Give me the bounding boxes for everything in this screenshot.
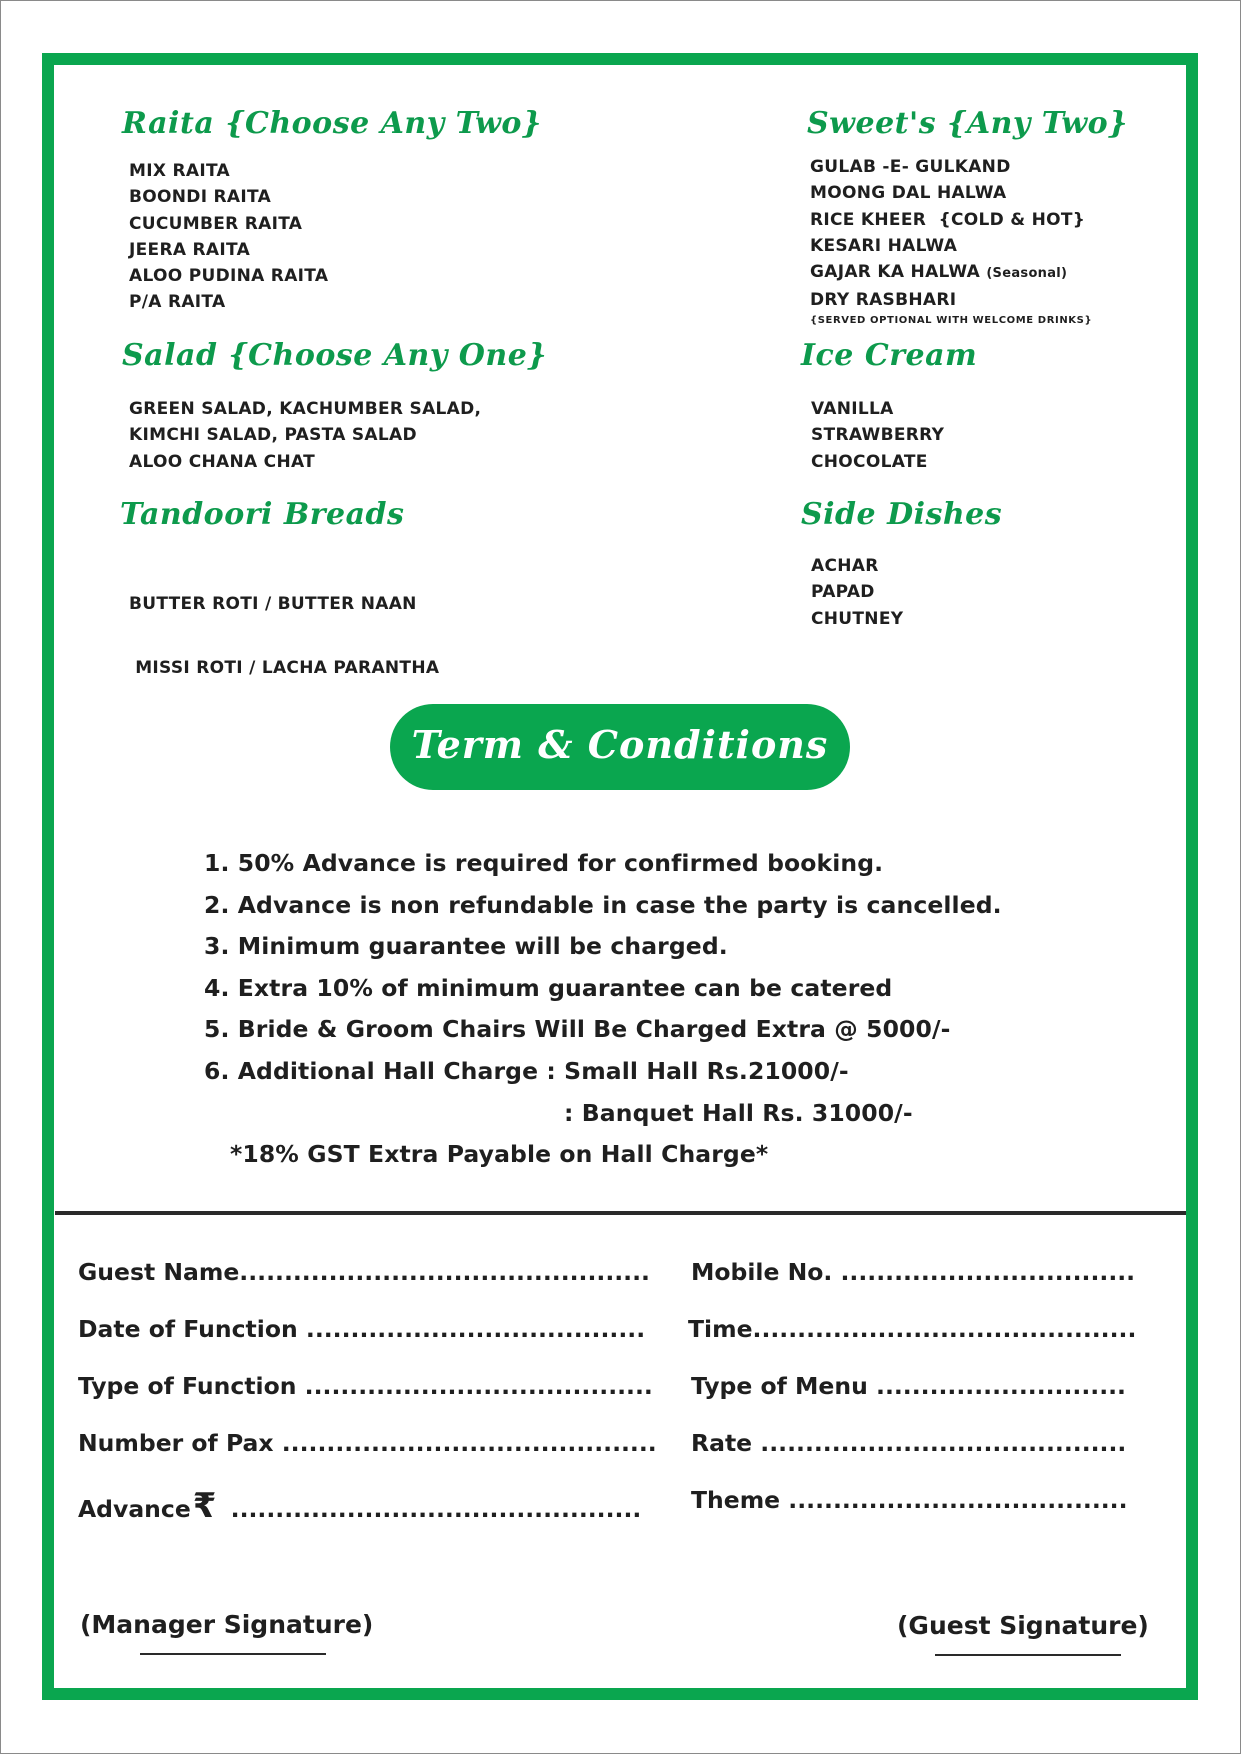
- form-row-type: [78, 1372, 1158, 1400]
- date-of-function-field[interactable]: Date of Function ......................................: [78, 1315, 646, 1343]
- terms-title: Term & Conditions: [411, 722, 829, 767]
- manager-signature-label: (Manager Signature): [80, 1610, 374, 1639]
- sweets-heading: Sweet's {Any Two}: [807, 106, 1128, 141]
- advance-label: Advance: [78, 1495, 191, 1523]
- salad-list: [129, 396, 481, 475]
- terms-list: [204, 843, 1002, 1176]
- list-item: STRAWBERRY: [811, 425, 945, 446]
- sweets-list: [810, 154, 1092, 328]
- theme-field[interactable]: Theme ......................................: [691, 1486, 1128, 1514]
- list-item: BOONDI RAITA: [129, 187, 272, 208]
- advance-field[interactable]: [78, 1486, 642, 1526]
- terms-banner: [390, 704, 850, 790]
- form-row-date: [78, 1315, 1158, 1343]
- list-item: CHOCOLATE: [811, 451, 928, 472]
- side-dishes-list: [811, 553, 903, 632]
- rupee-icon: ₹: [192, 1486, 217, 1526]
- gst-note: *18% GST Extra Payable on Hall Charge*: [230, 1140, 769, 1169]
- type-of-menu-field[interactable]: Type of Menu ............................: [691, 1372, 1126, 1400]
- breads-list: [129, 553, 439, 701]
- form-row-pax: [78, 1429, 1158, 1457]
- list-item: [810, 259, 1092, 287]
- raita-heading: Raita {Choose Any Two}: [122, 106, 542, 141]
- sweets-note: {SERVED OPTIONAL WITH WELCOME DRINKS}: [810, 314, 1093, 326]
- list-item: GULAB -E- GULKAND: [810, 157, 1011, 177]
- list-item: CUCUMBER RAITA: [129, 213, 303, 234]
- term-item: 4. Extra 10% of minimum guarantee can be catered: [204, 973, 893, 1002]
- seasonal-tag: (Seasonal): [986, 266, 1068, 282]
- guest-signature-line[interactable]: [935, 1654, 1121, 1656]
- list-item: ALOO PUDINA RAITA: [129, 266, 329, 287]
- number-of-pax-field[interactable]: Number of Pax ..........................................: [78, 1429, 657, 1457]
- raita-list: [129, 158, 328, 316]
- term-item: 5. Bride & Groom Chairs Will Be Charged Extra @ 5000/-: [204, 1015, 951, 1044]
- list-item: BUTTER ROTI / BUTTER NAAN: [129, 594, 417, 614]
- list-item: KIMCHI SALAD, PASTA SALAD: [129, 425, 417, 446]
- list-item: CHUTNEY: [811, 608, 904, 629]
- list-item: KESARI HALWA: [810, 235, 958, 256]
- list-item: VANILLA: [811, 399, 894, 419]
- list-item: MISSI ROTI / LACHA PARANTHA: [129, 658, 440, 679]
- list-item: JEERA RAITA: [129, 239, 251, 260]
- ice-cream-heading: Ice Cream: [801, 338, 978, 373]
- breads-heading: Tandoori Breads: [120, 497, 405, 532]
- type-of-function-field[interactable]: Type of Function .......................................: [78, 1372, 653, 1400]
- advance-dots: ..............................................: [222, 1495, 642, 1523]
- term-item: : Banquet Hall Rs. 31000/-: [564, 1098, 913, 1127]
- list-item: GREEN SALAD, KACHUMBER SALAD,: [129, 399, 482, 419]
- term-item: 2. Advance is non refundable in case the party is cancelled.: [204, 890, 1002, 919]
- rate-field[interactable]: Rate .........................................: [691, 1429, 1127, 1457]
- form-row-advance: [78, 1486, 1158, 1526]
- time-field[interactable]: Time...........................................: [688, 1315, 1137, 1343]
- list-item: ACHAR: [811, 556, 879, 576]
- salad-heading: Salad {Choose Any One}: [122, 338, 548, 373]
- guest-signature-label: (Guest Signature): [897, 1611, 1149, 1640]
- side-dishes-heading: Side Dishes: [801, 497, 1003, 532]
- list-item: MOONG DAL HALWA: [810, 183, 1007, 204]
- list-item: ALOO CHANA CHAT: [129, 451, 316, 472]
- mobile-no-field[interactable]: Mobile No. .................................: [691, 1258, 1136, 1286]
- list-item: PAPAD: [811, 582, 875, 603]
- term-item: 3. Minimum guarantee will be charged.: [204, 932, 728, 961]
- list-item: DRY RASBHARI: [810, 290, 957, 311]
- list-item: RICE KHEER {COLD & HOT}: [810, 209, 1086, 230]
- manager-signature-line[interactable]: [140, 1653, 326, 1655]
- guest-name-field[interactable]: Guest Name..............................................: [78, 1258, 650, 1286]
- list-item: MIX RAITA: [129, 161, 230, 181]
- list-item-label: GAJAR KA HALWA: [810, 262, 981, 283]
- term-item: 1. 50% Advance is required for confirmed booking.: [204, 849, 884, 877]
- list-item: P/A RAITA: [129, 292, 226, 313]
- ice-cream-list: [811, 396, 944, 475]
- term-item: 6. Additional Hall Charge : Small Hall Rs.21000/-: [204, 1056, 849, 1085]
- section-divider: [55, 1211, 1186, 1215]
- form-row-guest-name: [78, 1258, 1158, 1286]
